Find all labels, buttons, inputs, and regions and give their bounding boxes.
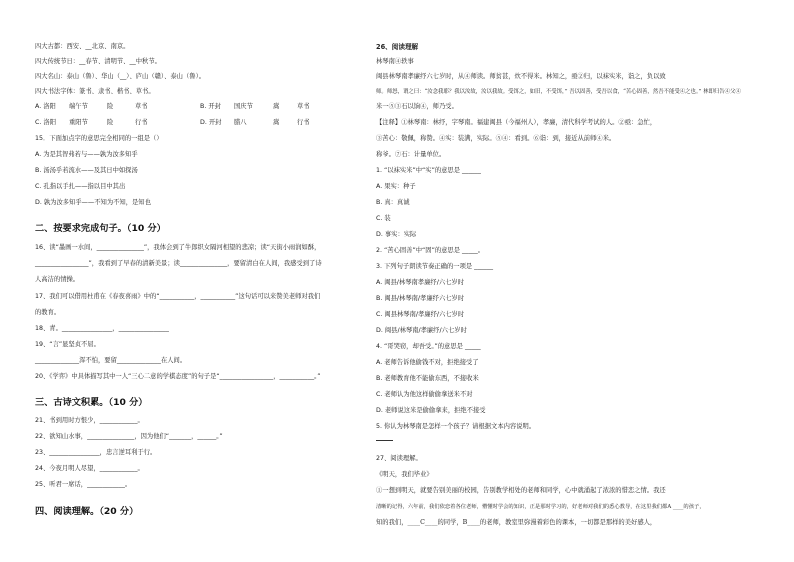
question-24: 24、今夜月明人尽望，____________。 [35, 465, 144, 472]
question-15-option-d: D. 孰为汝多知乎——不知为不知，是知也 [35, 199, 151, 206]
sub-question-4: 4. “哥哭窃，却吾受。”的意思是 _____ [376, 343, 481, 350]
option-row-cd [35, 119, 365, 127]
option-b-3: 草书 [297, 103, 310, 110]
option-c-label: C. 洛阳 [35, 119, 56, 126]
sub-question-3-c: C. 闽县林琴南/孝廉纾/六七岁时 [376, 311, 465, 318]
option-d-1: 腊八 [234, 119, 247, 126]
passage-2-title: 《明天，我们毕业》 [376, 471, 433, 478]
question-20: 20、《学弈》中具体描写其中一人“三心二意的学棋态度”的句子是“_________________，___________。” [35, 373, 321, 380]
question-16-line-3: 人高洁的情操。 [35, 276, 80, 283]
question-21: 21、书到用时方恨少，____________。 [35, 417, 144, 424]
option-c-2: 险 [107, 119, 114, 126]
sub-question-1: 1. “以袜实米”中“实”的意思是 ______ [376, 167, 481, 174]
fill-line-mountains: 四大名山：泰山（鲁）、华山（__）、庐山（赣）、泰山（鲁）。 [35, 73, 206, 80]
option-b-label: B. 开封 [200, 103, 221, 110]
option-b-1: 国庆节 [234, 103, 253, 110]
fill-line-calligraphy: 四大书法字体：篆书、隶书、楷书、草书。 [35, 88, 155, 95]
fill-line-festivals: 四大传统节日：__春节、清明节、__中秋节。 [35, 58, 161, 65]
passage-2-line-1: ①一想到明天，就要告别美丽的校园，告别教学相处的老师和同学，心中就涌起了浓浓的惜恋之情。我还 [376, 487, 666, 494]
passage-2-line-2: 清晰的记得，六年前，我们依恋着各位老师，懵懂时学会的知识，正是那时学习的，好老师对我们的悉心教导，在这里我们都A ____的孩子， [376, 504, 705, 510]
question-18: 18、青。________________，________________ [35, 325, 169, 332]
sub-question-4-a: A. 老师告诉他偷钱不对，拒绝接受了 [376, 359, 479, 366]
question-25: 25、听君一席话，____________。 [35, 481, 132, 488]
sub-question-3: 3. 下列句子朗读节奏正确的一项是 ______ [376, 263, 494, 270]
option-row-ab [35, 103, 365, 111]
sub-question-2: 2. “苦心固善”中“固”的意思是 _____。 [376, 247, 485, 254]
option-c-1: 重阳节 [69, 119, 88, 126]
sub-question-4-d: D. 老师说这米是偷偷拿来，拒绝不接受 [376, 407, 486, 414]
notes-line-2: ③苦心：敬佩，称赞。④实：装满，实际。⑤④：看到。⑥诣：到，接近从前师④米。 [376, 135, 616, 142]
question-15-option-a: A. 为是其智弗若与——孰为汝多知乎 [35, 151, 138, 158]
section-4-heading: 四、阅读理解。（20 分） [35, 506, 139, 517]
answer-line [376, 440, 393, 441]
question-19-line-2: ______________浑不怕，要留______________在人间。 [35, 357, 187, 364]
question-26-heading: 26、阅读理解 [376, 43, 419, 51]
option-d-2: 嵩 [273, 119, 280, 126]
sub-question-3-b: B. 闽县/林琴南/孝廉纾六七岁时 [376, 295, 465, 302]
notes-line-3: 称爷。⑦石：计量单位。 [376, 151, 446, 158]
option-a-label: A. 洛阳 [35, 103, 56, 110]
sub-question-1-b: B. 真：真诚 [376, 199, 410, 206]
question-15-option-b: B. 汤汤乎若流水——及其日中如探汤 [35, 167, 138, 174]
passage-line-1: 闽县林琴南孝廉纾六七岁时，从④师读。师贫甚，炊不得米。林知之，亟②归，以袜实米，诣之，负以致 [376, 73, 666, 80]
sub-question-1-d: D. 事实：实际 [376, 231, 417, 238]
question-17-line-1: 17、我们可以借用杜甫在《春夜喜雨》中的“___________，___________”这句话可以来赞美老师对我们 [35, 293, 321, 300]
sub-question-3-d: D. 闽县/林琴南/孝廉纾/六七岁时 [376, 327, 467, 334]
sub-question-4-b: B. 老师教育他不能偷东西，不接收米 [376, 375, 479, 382]
passage-2-line-3: 知的我们，____C____的同学，B____的老师，教室里弥漫着彩色的课本，一切都是那样的美好感人， [376, 519, 657, 526]
section-3-heading: 三、古诗文积累。（10 分） [35, 397, 148, 408]
question-19-line-1: 19、“言”显坚贞不屈。 [35, 341, 100, 348]
sub-question-4-c: C. 老师认为他这样偷偷拿送米不对 [376, 391, 473, 398]
question-16-line-1: 16、读“墨画一水间，_______________”，我体会到了牛郎织女隔河相望的悲凉；读“天街小雨润如酥， [35, 244, 321, 251]
fill-line-capitals: 四大古都：西安、__北京、南京。 [35, 43, 130, 50]
option-d-label: D. 开封 [200, 119, 222, 126]
option-a-2: 险 [107, 103, 114, 110]
sub-question-3-a: A. 闽县/林琴南孝廉纾/六七岁时 [376, 279, 465, 286]
option-a-3: 草书 [135, 103, 148, 110]
question-22: 22、欲知山水事，_______________，因为他们“_______，______。” [35, 433, 223, 440]
question-16-line-2: _________________”，我看到了早春的清新美景；读_______________，要留清白在人间，我感受到了诗 [35, 260, 322, 267]
option-c-3: 行书 [135, 119, 148, 126]
question-15-stem: 15．下面加点字的意思完全相同的一组是（） [35, 135, 163, 142]
option-b-2: 嵩 [273, 103, 280, 110]
passage-line-2: 师。师怒，谓之曰：“汝念我耶？我以汝故，汝以我故。受饵之，如旧，不受饵，” 吾以固善，受吾以食，“苦心固善，然吾不能受④之也。” 林即归告④父④ [376, 89, 741, 95]
sub-question-1-c: C. 装 [376, 215, 391, 222]
question-23: 23、________________，忠言逆耳利于行。 [35, 449, 157, 456]
option-d-3: 行书 [297, 119, 310, 126]
passage-subtitle: 林琴南④轶事 [376, 58, 414, 65]
question-17-line-2: 的教育。 [35, 309, 61, 316]
section-2-heading: 二、按要求完成句子。（10 分） [35, 223, 166, 234]
question-27-heading: 27、阅读理解。 [376, 455, 422, 462]
notes-line-1: 【注释】①林琴南：林纾，字琴南。福建闽县（今福州人），孝廉，清代科学考试的人。②亟：急忙， [376, 119, 657, 126]
sub-question-5: 5. 你认为林琴南是怎样一个孩子？请根据文本内容说明。 [376, 423, 536, 430]
passage-line-3: 米一⑤③石以饷④，师乃受。 [376, 103, 458, 110]
question-15-option-c: C. 孔指以手扎——指以目中其出 [35, 183, 126, 190]
option-a-1: 端午节 [69, 103, 88, 110]
sub-question-1-a: A. 果实：种子 [376, 183, 416, 190]
